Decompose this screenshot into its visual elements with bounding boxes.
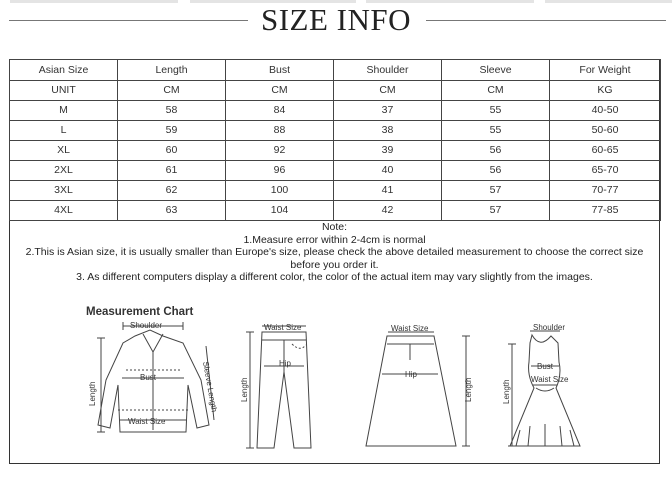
table-cell: 70-77: [550, 181, 661, 201]
table-cell: CM: [118, 81, 226, 101]
table-cell: 63: [118, 201, 226, 221]
table-cell: 61: [118, 161, 226, 181]
dress-illustration: [508, 331, 580, 446]
table-cell: 57: [442, 181, 550, 201]
skirt-waist-label: Waist Size: [391, 324, 429, 333]
table-cell: 100: [226, 181, 334, 201]
shirt-sleeve-label: Sleeve Length: [201, 360, 219, 413]
page-title: SIZE INFO: [260, 2, 412, 37]
pants-hip-label: Hip: [279, 359, 292, 368]
skirt-illustration: [366, 332, 470, 446]
table-cell: 77-85: [550, 201, 661, 221]
table-cell: CM: [226, 81, 334, 101]
table-cell: 60: [118, 141, 226, 161]
table-cell: 104: [226, 201, 334, 221]
table-cell: 2XL: [10, 161, 118, 181]
shirt-bust-label: Bust: [140, 373, 157, 382]
note-line-2: 2.This is Asian size, it is usually smaller than Europe's size, please check the above detailed measurement to choose the correct size before you order it.: [25, 246, 644, 271]
shirt-shoulder-label: Shoulder: [130, 321, 163, 330]
column-header: Asian Size: [10, 60, 118, 81]
table-cell: UNIT: [10, 81, 118, 101]
dress-length-label: Length: [502, 379, 511, 404]
table-cell: 39: [334, 141, 442, 161]
note-line-3: 3. As different computers display a different color, the color of the actual item may vary slightly from the images.: [76, 271, 593, 283]
table-cell: 38: [334, 121, 442, 141]
table-cell: 55: [442, 101, 550, 121]
table-cell: M: [10, 101, 118, 121]
column-header: For Weight: [550, 60, 661, 81]
shirt-waist-label: Waist Size: [128, 417, 166, 426]
pants-length-label: Length: [240, 377, 249, 402]
column-header: Sleeve: [442, 60, 550, 81]
table-cell: 56: [442, 141, 550, 161]
note-line-1: 1.Measure error within 2-4cm is normal: [243, 233, 426, 246]
dress-waist-label: Waist Size: [531, 375, 569, 384]
table-cell: CM: [442, 81, 550, 101]
table-cell: 58: [118, 101, 226, 121]
table-cell: 84: [226, 101, 334, 121]
table-cell: L: [10, 121, 118, 141]
table-cell: KG: [550, 81, 661, 101]
table-cell: 50-60: [550, 121, 661, 141]
table-cell: 42: [334, 201, 442, 221]
table-cell: CM: [334, 81, 442, 101]
table-cell: 41: [334, 181, 442, 201]
table-cell: 57: [442, 201, 550, 221]
pants-illustration: [246, 326, 311, 448]
shirt-length-label: Length: [88, 381, 97, 406]
table-cell: 59: [118, 121, 226, 141]
measurement-chart-title: Measurement Chart: [86, 306, 194, 318]
note-heading: Note:: [321, 221, 348, 233]
table-cell: 55: [442, 121, 550, 141]
table-cell: 65-70: [550, 161, 661, 181]
table-cell: 56: [442, 161, 550, 181]
table-cell: 40: [334, 161, 442, 181]
skirt-length-label: Length: [464, 377, 473, 402]
column-header: Shoulder: [334, 60, 442, 81]
table-cell: XL: [10, 141, 118, 161]
table-cell: 96: [226, 161, 334, 181]
skirt-hip-label: Hip: [405, 370, 418, 379]
table-cell: 62: [118, 181, 226, 201]
dress-bust-label: Bust: [537, 362, 554, 371]
table-cell: 40-50: [550, 101, 661, 121]
table-cell: 88: [226, 121, 334, 141]
column-header: Bust: [226, 60, 334, 81]
table-cell: 37: [334, 101, 442, 121]
column-header: Length: [118, 60, 226, 81]
table-cell: 92: [226, 141, 334, 161]
pants-waist-label: Waist Size: [264, 323, 302, 332]
table-cell: 60-65: [550, 141, 661, 161]
dress-shoulder-label: Shoulder: [533, 323, 566, 332]
table-cell: 3XL: [10, 181, 118, 201]
table-cell: 4XL: [10, 201, 118, 221]
